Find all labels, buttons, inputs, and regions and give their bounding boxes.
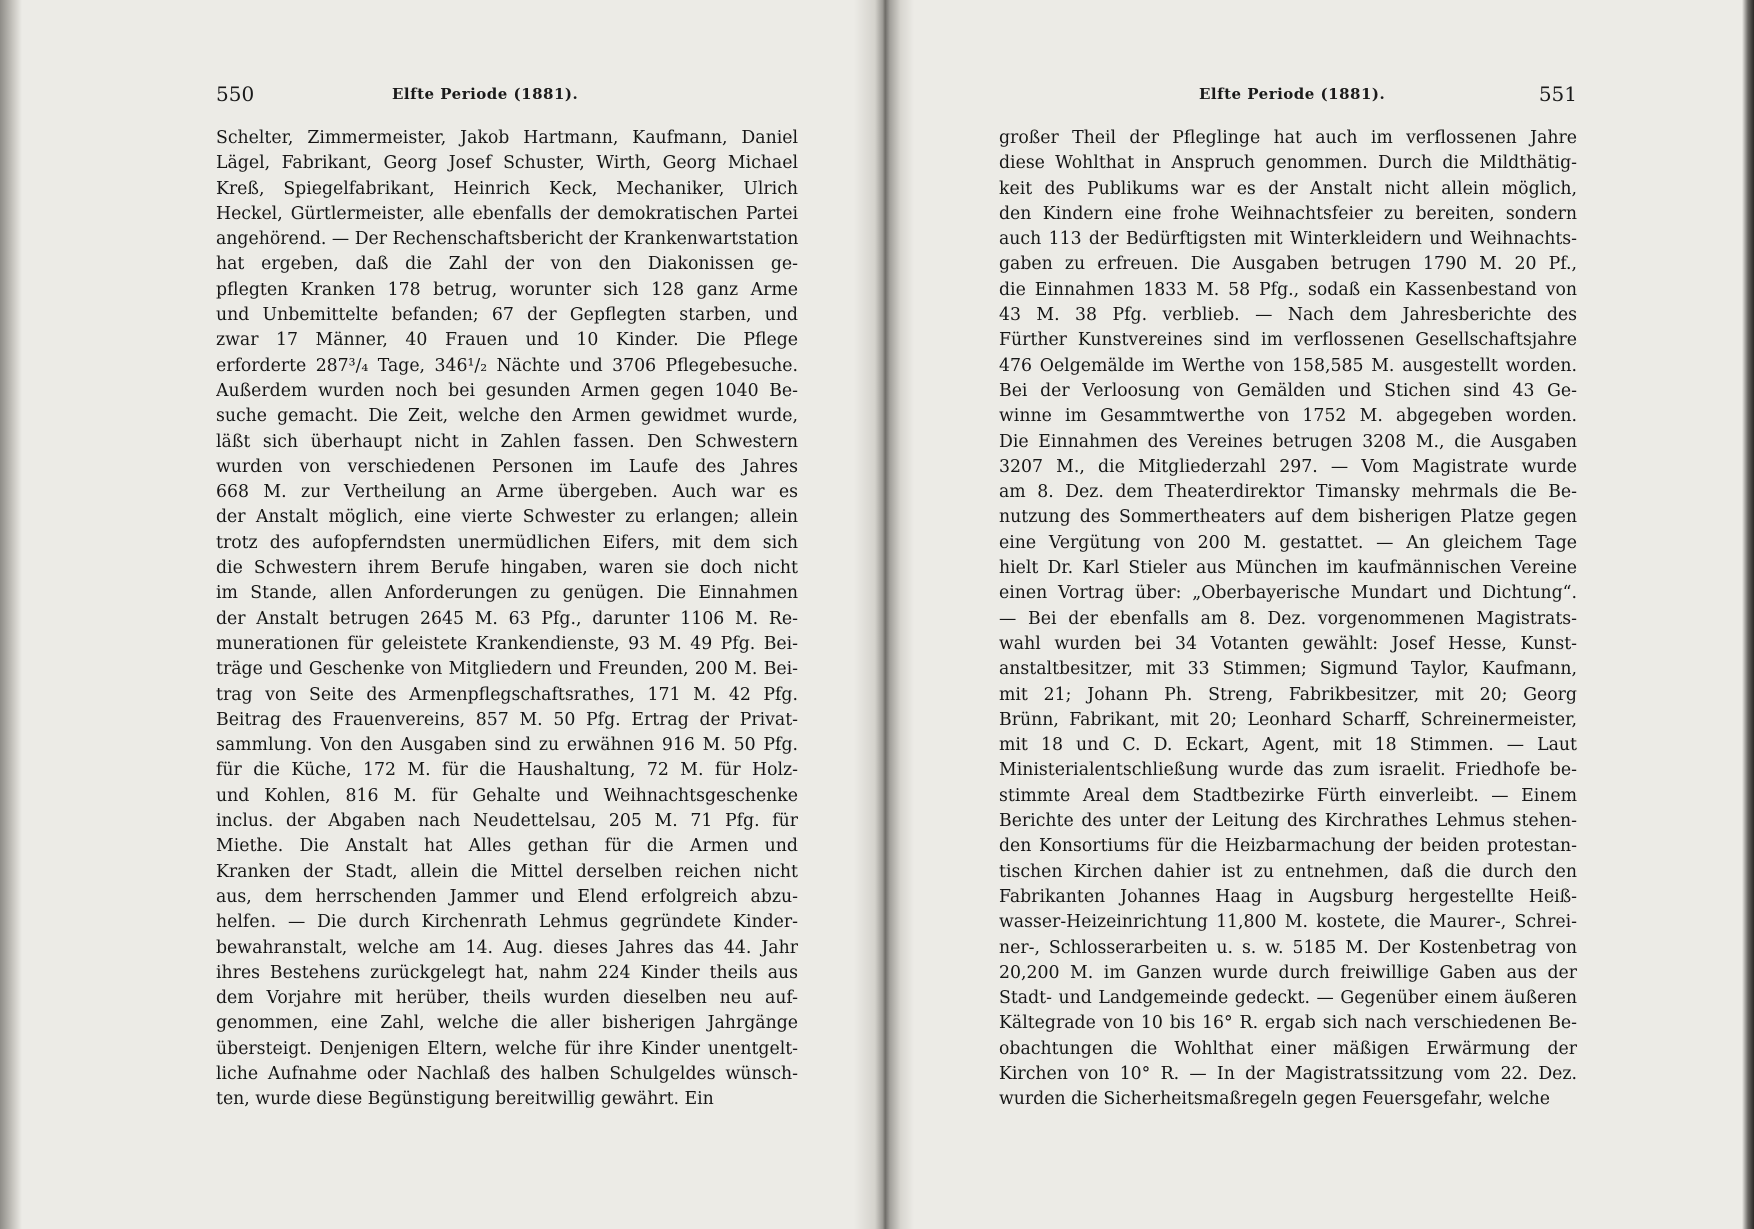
text-line: für die Küche, 172 M. für die Haushaltung, 72 M. für Holz- (216, 760, 798, 781)
text-line: hat ergeben, daß die Zahl der von den Diakonissen ge- (216, 254, 798, 275)
text-line: auch 113 der Bedürftigsten mit Winterkleidern und Weihnachts- (999, 229, 1577, 250)
text-line: wurden von verschiedenen Personen im Laufe des Jahres (216, 456, 798, 477)
text-line: keit des Publikums war es der Anstalt nicht allein möglich, (999, 178, 1577, 199)
text-line: Kranken der Stadt, allein die Mittel derselben reichen nicht (216, 861, 798, 882)
text-line: pflegten Kranken 178 betrug, worunter sich 128 ganz Arme (216, 279, 798, 300)
text-line: Die Einnahmen des Vereines betrugen 3208 M., die Ausgaben (999, 431, 1577, 452)
text-line: obachtungen die Wohlthat einer mäßigen Erwärmung der (999, 1038, 1577, 1059)
text-line: tischen Kirchen dahier ist zu entnehmen, daß die durch den (999, 861, 1577, 882)
text-line: Kreß, Spiegelfabrikant, Heinrich Keck, Mechaniker, Ulrich (216, 178, 798, 199)
text-line: erforderte 287³/₄ Tage, 346¹/₂ Nächte und 3706 Pflegebesuche. (216, 355, 798, 376)
text-line: helfen. — Die durch Kirchenrath Lehmus gegründete Kinder- (216, 912, 798, 933)
text-line: munerationen für geleistete Krankendienste, 93 M. 49 Pfg. Bei- (216, 633, 798, 654)
text-line: Stadt- und Landgemeinde gedeckt. — Gegenüber einem äußeren (999, 988, 1577, 1009)
text-line: die Einnahmen 1833 M. 58 Pfg., sodaß ein Kassenbestand von (999, 279, 1577, 300)
text-line: Kältegrade von 10 bis 16° R. ergab sich nach verschiedenen Be- (999, 1013, 1577, 1034)
text-line: — Bei der ebenfalls am 8. Dez. vorgenommenen Magistrats- (999, 608, 1577, 629)
text-line: 476 Oelgemälde im Werthe von 158,585 M. ausgestellt worden. (999, 355, 1577, 376)
text-line: suche gemacht. Die Zeit, welche den Armen gewidmet wurde, (216, 406, 798, 427)
page-number: 551 (1538, 82, 1577, 106)
text-line: Lägel, Fabrikant, Georg Josef Schuster, Wirth, Georg Michael (216, 153, 798, 174)
text-line: Beitrag des Frauenvereins, 857 M. 50 Pfg. Ertrag der Privat- (216, 709, 798, 730)
text-line: wahl wurden bei 34 Votanten gewählt: Josef Hesse, Kunst- (999, 633, 1577, 654)
text-line: den Kindern eine frohe Weihnachtsfeier zu bereiten, sondern (999, 203, 1577, 224)
text-line: Bei der Verloosung von Gemälden und Stichen sind 43 Ge- (999, 380, 1577, 401)
text-line: Berichte des unter der Leitung des Kirchrathes Lehmus stehen- (999, 811, 1577, 832)
right-page (914, 0, 1742, 1229)
right-page-text (999, 126, 1577, 1113)
text-line: Fürther Kunstvereines sind im verflossenen Gesellschaftsjahre (999, 330, 1577, 351)
text-line: hielt Dr. Karl Stieler aus München im kaufmännischen Vereine (999, 558, 1577, 579)
text-line: dem Vorjahre mit herüber, theils wurden dieselben neu auf- (216, 988, 798, 1009)
left-page-text (216, 126, 798, 1113)
text-line: gaben zu erfreuen. Die Ausgaben betrugen 1790 M. 20 Pf., (999, 254, 1577, 275)
text-line: nutzung des Sommertheaters auf dem bisherigen Platze gegen (999, 507, 1577, 528)
text-line: 3207 M., die Mitgliederzahl 297. — Vom Magistrate wurde (999, 456, 1577, 477)
text-line: die Schwestern ihrem Berufe hingaben, waren sie doch nicht (216, 558, 798, 579)
left-page (22, 0, 854, 1229)
text-line: zwar 17 Männer, 40 Frauen und 10 Kinder. Die Pflege (216, 330, 798, 351)
text-line: bewahranstalt, welche am 14. Aug. dieses Jahres das 44. Jahr (216, 937, 798, 958)
text-line: winne im Gesammtwerthe von 1752 M. abgegeben worden. (999, 406, 1577, 427)
text-line: wasser-Heizeinrichtung 11,800 M. kostete, die Maurer-, Schrei- (999, 912, 1577, 933)
text-line: der Anstalt möglich, eine vierte Schwester zu erlangen; allein (216, 507, 798, 528)
text-line: eine Vergütung von 200 M. gestattet. — An gleichem Tage (999, 532, 1577, 553)
text-line: Fabrikanten Johannes Haag in Augsburg hergestellte Heiß- (999, 886, 1577, 907)
text-line: liche Aufnahme oder Nachlaß des halben Schulgeldes wünsch- (216, 1063, 798, 1084)
text-line: inclus. der Abgaben nach Neudettelsau, 205 M. 71 Pfg. für (216, 811, 798, 832)
text-line: einen Vortrag über: „Oberbayerische Mundart und Dichtung“. (999, 583, 1577, 604)
text-line: läßt sich überhaupt nicht in Zahlen fassen. Den Schwestern (216, 431, 798, 452)
text-line: der Anstalt betrugen 2645 M. 63 Pfg., darunter 1106 M. Re- (216, 608, 798, 629)
text-line: genommen, eine Zahl, welche die aller bisherigen Jahrgänge (216, 1013, 798, 1034)
text-line: ten, wurde diese Begünstigung bereitwillig gewährt. Ein (216, 1089, 714, 1110)
text-line: sammlung. Von den Ausgaben sind zu erwähnen 916 M. 50 Pfg. (216, 735, 798, 756)
text-line: Kirchen von 10° R. — In der Magistratssitzung vom 22. Dez. (999, 1063, 1577, 1084)
text-line: und Unbemittelte befanden; 67 der Gepflegten starben, und (216, 305, 798, 326)
right-page-header (999, 82, 1577, 110)
text-line: am 8. Dez. dem Theaterdirektor Timansky mehrmals die Be- (999, 482, 1577, 503)
text-line: den Konsortiums für die Heizbarmachung der beiden protestan- (999, 836, 1577, 857)
book-gutter (854, 0, 914, 1229)
text-line: Miethe. Die Anstalt hat Alles gethan für die Armen und (216, 836, 798, 857)
text-line: Außerdem wurden noch bei gesunden Armen gegen 1040 Be- (216, 380, 798, 401)
running-title: Elfte Periode (1881). (392, 85, 579, 103)
text-line: Ministerialentschließung wurde das zum israelit. Friedhofe be- (999, 760, 1577, 781)
text-line: wurden die Sicherheitsmaßregeln gegen Feuersgefahr, welche (999, 1089, 1550, 1110)
text-line: im Stande, allen Anforderungen zu genügen. Die Einnahmen (216, 583, 798, 604)
text-line: Schelter, Zimmermeister, Jakob Hartmann, Kaufmann, Daniel (216, 128, 798, 148)
text-line: großer Theil der Pfleglinge hat auch im verflossenen Jahre (999, 128, 1577, 148)
page-number: 550 (216, 82, 255, 106)
page-edge-left (0, 0, 22, 1229)
text-line: 20,200 M. im Ganzen wurde durch freiwillige Gaben aus der (999, 962, 1577, 983)
text-line: 43 M. 38 Pfg. verblieb. — Nach dem Jahresberichte des (999, 305, 1577, 326)
text-line: trag von Seite des Armenpflegschaftsrathes, 171 M. 42 Pfg. (216, 684, 798, 705)
running-title: Elfte Periode (1881). (1199, 85, 1386, 103)
text-line: mit 21; Johann Ph. Streng, Fabrikbesitzer, mit 20; Georg (999, 684, 1577, 705)
text-line: stimmte Areal dem Stadtbezirke Fürth einverleibt. — Einem (999, 785, 1577, 806)
page-edge-right (1742, 0, 1754, 1229)
text-line: Brünn, Fabrikant, mit 20; Leonhard Scharff, Schreinermeister, (999, 709, 1577, 730)
text-line: angehörend. — Der Rechenschaftsbericht der Krankenwartstation (216, 229, 798, 250)
text-line: Heckel, Gürtlermeister, alle ebenfalls der demokratischen Partei (216, 203, 798, 224)
text-line: 668 M. zur Vertheilung an Arme übergeben. Auch war es (216, 482, 798, 503)
text-line: und Kohlen, 816 M. für Gehalte und Weihnachtsgeschenke (216, 785, 798, 806)
text-line: aus, dem herrschenden Jammer und Elend erfolgreich abzu- (216, 886, 798, 907)
text-line: trotz des aufopferndsten unermüdlichen Eifers, mit dem sich (216, 532, 798, 553)
text-line: übersteigt. Denjenigen Eltern, welche für ihre Kinder unentgelt- (216, 1038, 798, 1059)
left-page-header (216, 82, 798, 110)
text-line: ihres Bestehens zurückgelegt hat, nahm 224 Kinder theils aus (216, 962, 798, 983)
text-line: diese Wohlthat in Anspruch genommen. Durch die Mildthätig- (999, 153, 1577, 174)
text-line: mit 18 und C. D. Eckart, Agent, mit 18 Stimmen. — Laut (999, 735, 1577, 756)
text-line: träge und Geschenke von Mitgliedern und Freunden, 200 M. Bei- (216, 659, 798, 680)
text-line: ner-, Schlosserarbeiten u. s. w. 5185 M. Der Kostenbetrag von (999, 937, 1577, 958)
text-line: anstaltbesitzer, mit 33 Stimmen; Sigmund Taylor, Kaufmann, (999, 659, 1577, 680)
